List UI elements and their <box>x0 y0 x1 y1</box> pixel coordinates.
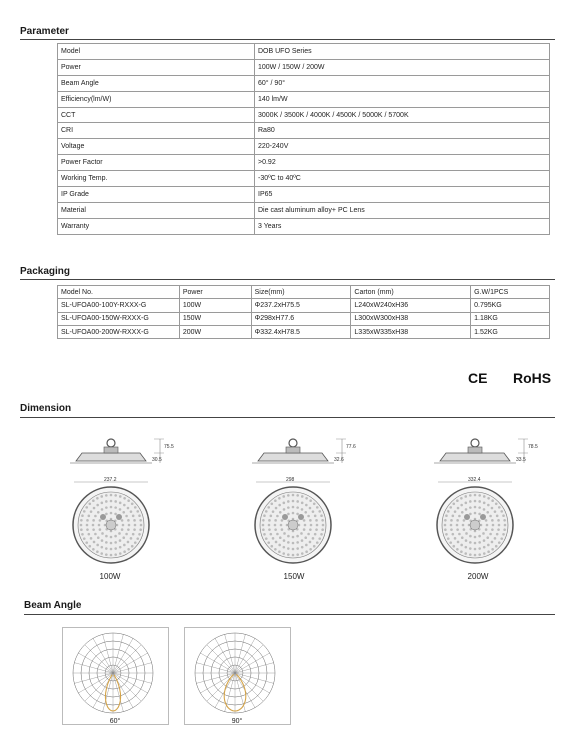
polar-chart <box>185 628 290 718</box>
diameter-label: 298 <box>286 477 295 483</box>
height-label: 77.6 <box>346 444 356 450</box>
beam-angle-rule <box>24 614 555 615</box>
diameter-label: 332.4 <box>468 477 481 483</box>
parameter-row <box>58 139 550 155</box>
body-height-label: 33.5 <box>516 457 526 463</box>
beam-diagram-60 <box>62 627 169 725</box>
body-height-label: 30.5 <box>152 457 162 463</box>
packaging-cell: 0.795KG <box>471 299 550 312</box>
packaging-cell: SL-UFOA00-200W-RXXX-G <box>58 325 180 338</box>
parameter-value: Die cast aluminum alloy+ PC Lens <box>255 202 550 218</box>
dimension-heading: Dimension <box>20 403 72 414</box>
packaging-cell: 150W <box>179 312 251 325</box>
packaging-cell: L335xW335xH38 <box>351 325 471 338</box>
dimension-power-label: 200W <box>467 572 489 581</box>
packaging-cell: SL-UFOA00-100Y-RXXX-G <box>58 299 180 312</box>
packaging-cell: 1.18KG <box>471 312 550 325</box>
parameter-value: DOB UFO Series <box>255 44 550 60</box>
packaging-header: Size(mm) <box>251 286 351 299</box>
parameter-value: IP65 <box>255 187 550 203</box>
parameter-row <box>58 75 550 91</box>
parameter-row <box>58 155 550 171</box>
packaging-row <box>58 312 550 325</box>
parameter-label: IP Grade <box>58 187 255 203</box>
dimension-drawing-100w <box>68 435 188 585</box>
packaging-row <box>58 299 550 312</box>
packaging-header: G.W/1PCS <box>471 286 550 299</box>
polar-chart <box>63 628 168 718</box>
side-profile <box>70 439 174 463</box>
parameter-value: -30ºC to 40ºC <box>255 171 550 187</box>
parameter-value: 3000K / 3500K / 4000K / 4500K / 5000K / 5700K <box>255 107 550 123</box>
parameter-label: CCT <box>58 107 255 123</box>
dimension-svg <box>432 435 552 575</box>
parameter-label: Voltage <box>58 139 255 155</box>
parameter-row <box>58 91 550 107</box>
packaging-header: Model No. <box>58 286 180 299</box>
dimension-drawing-150w <box>250 435 370 585</box>
packaging-cell: 1.52KG <box>471 325 550 338</box>
body-height-label: 32.6 <box>334 457 344 463</box>
parameter-value: Ra80 <box>255 123 550 139</box>
dimension-svg <box>68 435 188 575</box>
parameter-label: Model <box>58 44 255 60</box>
beam-angle-label: 90° <box>231 718 243 725</box>
packaging-cell: Φ237.2xH75.5 <box>251 299 351 312</box>
side-profile <box>252 439 356 463</box>
packaging-table <box>57 285 550 339</box>
parameter-row <box>58 44 550 60</box>
parameter-row <box>58 202 550 218</box>
beam-angle-label: 60° <box>109 718 121 725</box>
dimension-drawing-200w <box>432 435 552 585</box>
parameter-value: 3 Years <box>255 218 550 234</box>
packaging-heading: Packaging <box>20 266 71 277</box>
packaging-row <box>58 325 550 338</box>
parameter-label: Warranty <box>58 218 255 234</box>
packaging-cell: Φ332.4xH78.5 <box>251 325 351 338</box>
parameter-row <box>58 59 550 75</box>
packaging-cell: L300xW300xH38 <box>351 312 471 325</box>
packaging-rule <box>20 279 555 280</box>
dimension-rule <box>20 417 555 418</box>
parameter-heading: Parameter <box>20 26 69 37</box>
packaging-cell: 100W <box>179 299 251 312</box>
parameter-row <box>58 123 550 139</box>
top-view <box>437 487 513 563</box>
rohs-mark: RoHS <box>513 370 552 386</box>
packaging-cell: SL-UFOA00-150W-RXXX-G <box>58 312 180 325</box>
packaging-cell: 200W <box>179 325 251 338</box>
ce-mark: CE <box>468 370 488 386</box>
parameter-label: Power Factor <box>58 155 255 171</box>
parameter-row <box>58 171 550 187</box>
parameter-value: >0.92 <box>255 155 550 171</box>
beam-angle-heading: Beam Angle <box>24 600 82 611</box>
packaging-cell: Φ298xH77.6 <box>251 312 351 325</box>
parameter-label: Efficiency(lm/W) <box>58 91 255 107</box>
dimension-power-label: 100W <box>99 572 121 581</box>
parameter-value: 100W / 150W / 200W <box>255 59 550 75</box>
parameter-value: 60° / 90° <box>255 75 550 91</box>
side-profile <box>434 439 538 463</box>
top-view <box>73 487 149 563</box>
parameter-value: 220-240V <box>255 139 550 155</box>
parameter-rule <box>20 39 555 40</box>
packaging-cell: L240xW240xH36 <box>351 299 471 312</box>
height-label: 78.5 <box>528 444 538 450</box>
parameter-value: 140 lm/W <box>255 91 550 107</box>
parameter-label: Beam Angle <box>58 75 255 91</box>
dimension-power-label: 150W <box>283 572 305 581</box>
height-label: 75.5 <box>164 444 174 450</box>
parameter-row <box>58 218 550 234</box>
parameter-label: CRI <box>58 123 255 139</box>
packaging-header: Carton (mm) <box>351 286 471 299</box>
packaging-header: Power <box>179 286 251 299</box>
top-view <box>255 487 331 563</box>
dimension-svg <box>250 435 370 575</box>
parameter-row <box>58 107 550 123</box>
parameter-row <box>58 187 550 203</box>
diameter-label: 237.2 <box>104 477 117 483</box>
parameter-table <box>57 43 550 235</box>
parameter-label: Material <box>58 202 255 218</box>
beam-diagram-90 <box>184 627 291 725</box>
parameter-label: Working Temp. <box>58 171 255 187</box>
parameter-label: Power <box>58 59 255 75</box>
